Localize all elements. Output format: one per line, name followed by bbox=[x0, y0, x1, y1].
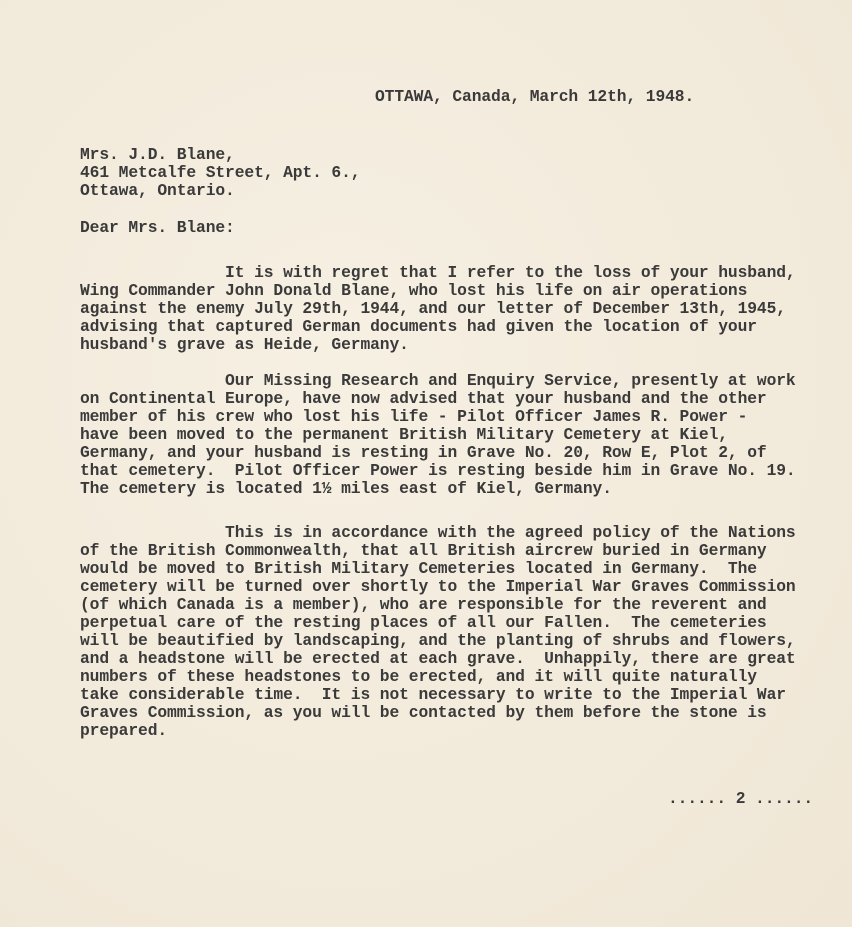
text-line: perpetual care of the resting places of all our Fallen. The cemeteries bbox=[80, 613, 767, 632]
text-line: of the British Commonwealth, that all British aircrew buried in Germany bbox=[80, 541, 767, 560]
address-line: 461 Metcalfe Street, Apt. 6., bbox=[80, 163, 361, 182]
text-line: numbers of these headstones to be erected, and it will quite naturally bbox=[80, 667, 757, 686]
text-line: (of which Canada is a member), who are responsible for the reverent and bbox=[80, 595, 767, 614]
text-line: take considerable time. It is not necessary to write to the Imperial War bbox=[80, 685, 786, 704]
text-line: Wing Commander John Donald Blane, who lost his life on air operations bbox=[80, 281, 748, 300]
text-line: The cemetery is located 1½ miles east of Kiel, Germany. bbox=[80, 479, 612, 498]
text-line: Germany, and your husband is resting in Grave No. 20, Row E, Plot 2, of bbox=[80, 443, 767, 462]
paragraph-2 bbox=[80, 372, 852, 498]
text-line: prepared. bbox=[80, 721, 168, 740]
text-line: It is with regret that I refer to the loss of your husband, bbox=[80, 263, 796, 282]
text-line: against the enemy July 29th, 1944, and our letter of December 13th, 1945, bbox=[80, 299, 786, 318]
text-line: and a headstone will be erected at each grave. Unhappily, there are great bbox=[80, 649, 796, 668]
page-number-marker: ...... 2 ...... bbox=[668, 789, 814, 808]
dateline: OTTAWA, Canada, March 12th, 1948. bbox=[375, 87, 695, 106]
address-line: Mrs. J.D. Blane, bbox=[80, 145, 235, 164]
address-line: Ottawa, Ontario. bbox=[80, 181, 235, 200]
text-line: This is in accordance with the agreed policy of the Nations bbox=[80, 523, 796, 542]
text-line: would be moved to British Military Cemeteries located in Germany. The bbox=[80, 559, 757, 578]
text-line: on Continental Europe, have now advised that your husband and the other bbox=[80, 389, 767, 408]
text-line: cemetery will be turned over shortly to the Imperial War Graves Commission bbox=[80, 577, 796, 596]
paragraph-3 bbox=[80, 524, 852, 740]
text-line: member of his crew who lost his life - Pilot Officer James R. Power - bbox=[80, 407, 748, 426]
text-line: husband's grave as Heide, Germany. bbox=[80, 335, 409, 354]
salutation: Dear Mrs. Blane: bbox=[80, 218, 235, 237]
text-line: Our Missing Research and Enquiry Service, presently at work bbox=[80, 371, 796, 390]
recipient-address bbox=[80, 146, 852, 200]
text-line: have been moved to the permanent British Military Cemetery at Kiel, bbox=[80, 425, 728, 444]
text-line: that cemetery. Pilot Officer Power is resting beside him in Grave No. 19. bbox=[80, 461, 796, 480]
paragraph-1 bbox=[80, 264, 852, 354]
text-line: advising that captured German documents had given the location of your bbox=[80, 317, 757, 336]
text-line: Graves Commission, as you will be contacted by them before the stone is bbox=[80, 703, 767, 722]
text-line: will be beautified by landscaping, and the planting of shrubs and flowers, bbox=[80, 631, 796, 650]
